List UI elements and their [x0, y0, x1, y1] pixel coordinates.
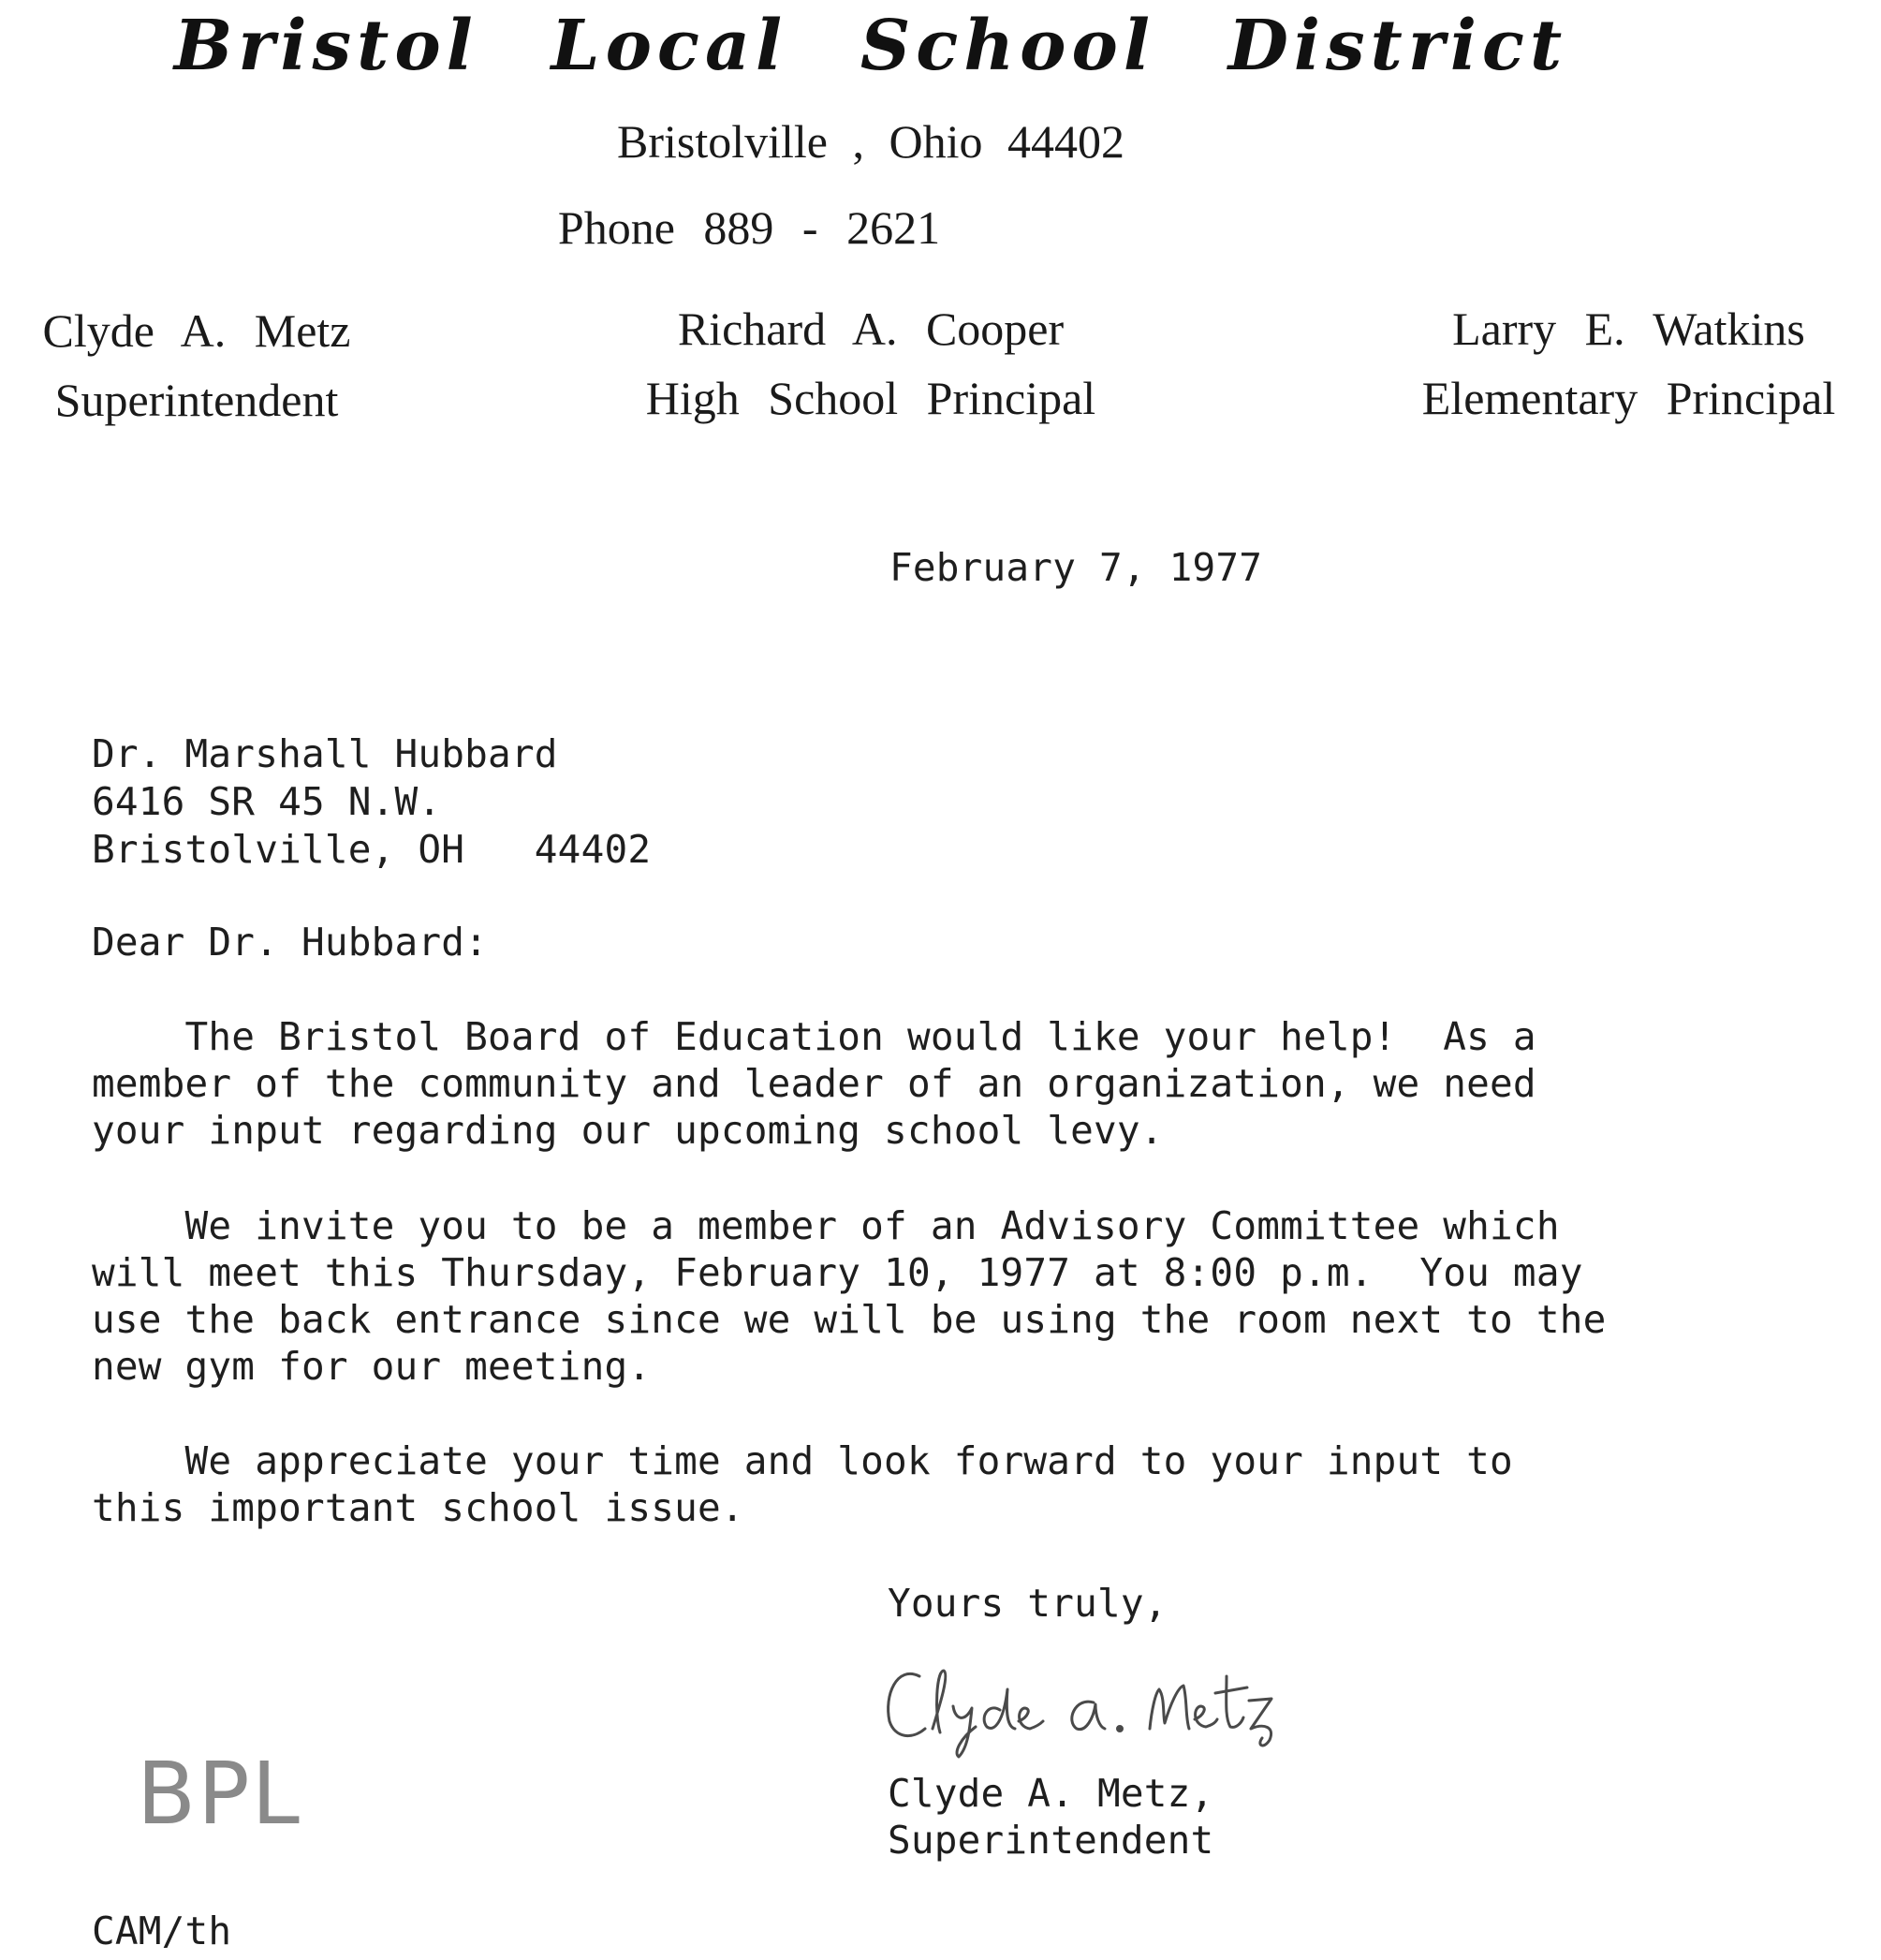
district-phone: Phone 889 - 2621: [557, 201, 941, 254]
official-title: High School Principal: [645, 372, 1096, 424]
signer-block: [888, 1770, 1213, 1864]
letter-date: February 7, 1977: [889, 545, 1263, 590]
official-name: Larry E. Watkins: [1452, 302, 1805, 355]
official-superintendent: [0, 296, 393, 435]
official-name: Clyde A. Metz: [42, 304, 351, 357]
body-paragraph: We invite you to be a member of an Advisory Committee which will meet this Thursday, February 10, 1977 at 8:00 p.m. You may use the back entrance since we will be using the room next to the new gym for our meeting.: [92, 1203, 1607, 1389]
recipient-city: Bristolville, OH 44402: [92, 827, 652, 872]
signer-title: Superintendent: [888, 1818, 1214, 1863]
watermark: BPL: [137, 1744, 301, 1844]
signer-name: Clyde A. Metz,: [888, 1771, 1214, 1816]
closing: Yours truly,: [888, 1581, 1168, 1626]
handwritten-signature: [878, 1648, 1328, 1761]
body-paragraph: We appreciate your time and look forward to your input to this important school issue.: [92, 1438, 1513, 1530]
district-name: Bristol Local School District: [173, 6, 1568, 86]
recipient-street: 6416 SR 45 N.W.: [92, 779, 442, 824]
body-paragraph: The Bristol Board of Education would like your help! As a member of the community and leader of an organization, we need your input regarding our upcoming school levy.: [92, 1014, 1536, 1153]
salutation: Dear Dr. Hubbard:: [92, 920, 489, 965]
recipient-name: Dr. Marshall Hubbard: [92, 731, 558, 776]
official-title: Elementary Principal: [1421, 372, 1836, 424]
official-elementary-principal: [1376, 294, 1881, 433]
district-address: Bristolville , Ohio 44402: [617, 115, 1124, 168]
official-name: Richard A. Cooper: [677, 302, 1065, 355]
official-title: Superintendent: [54, 374, 339, 426]
typist-initials: CAM/th: [92, 1908, 232, 1953]
official-high-school-principal: [590, 294, 1152, 433]
recipient-address: [92, 730, 651, 874]
